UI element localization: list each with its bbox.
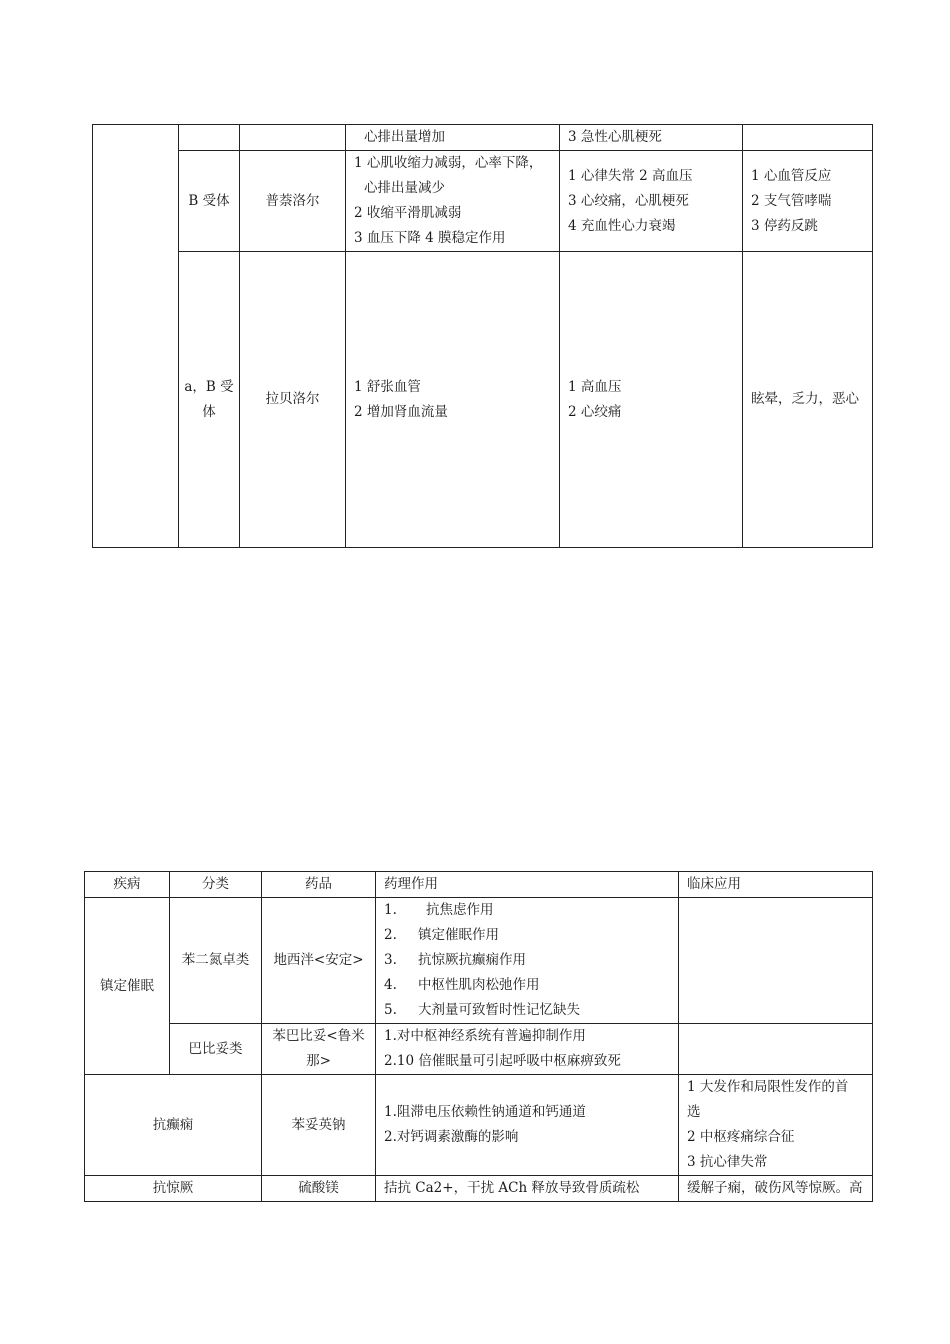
table-row bbox=[85, 1176, 873, 1202]
header-disease: 疾病 bbox=[85, 872, 170, 898]
header-pharmacology: 药理作用 bbox=[376, 872, 679, 898]
table-row bbox=[93, 252, 873, 548]
indications-cell: 1 心律失常 2 高血压 3 心绞痛，心肌梗死 4 充血性心力衰竭 bbox=[560, 151, 743, 252]
drug-class: 巴比妥类 bbox=[170, 1024, 262, 1075]
blank-cell bbox=[93, 125, 179, 548]
drug-name: 苯妥英钠 bbox=[262, 1075, 376, 1176]
indications-cell: 1 高血压 2 心绞痛 bbox=[560, 252, 743, 548]
effects-text: 心排出量增加 bbox=[364, 129, 445, 145]
receptor-class: B 受体 bbox=[179, 151, 240, 252]
table-row bbox=[85, 1024, 873, 1075]
beta-blocker-table bbox=[92, 124, 873, 548]
sedative-drug-table bbox=[84, 871, 873, 1202]
effects-cell: 拮抗 Ca2+，干扰 ACh 释放导致骨质疏松 bbox=[376, 1176, 679, 1202]
indication-text: 3 急性心肌梗死 bbox=[568, 129, 662, 145]
table-row bbox=[93, 125, 873, 151]
drug-name: 拉贝洛尔 bbox=[240, 252, 346, 548]
effects-cell: 1.阻滞电压依赖性钠通道和钙通道 2.对钙调素激酶的影响 bbox=[376, 1075, 679, 1176]
effects-cell: 1. 抗焦虑作用 2. 镇定催眠作用 3. 抗惊厥抗癫痫作用 4. 中枢性肌肉松弛作用 5. 大剂量可致暂时性记忆缺失 bbox=[376, 898, 679, 1024]
table-row bbox=[85, 1075, 873, 1176]
drug-name: 地西泮<安定> bbox=[262, 898, 376, 1024]
receptor-class: a，B 受 体 bbox=[179, 252, 240, 548]
table-row bbox=[85, 898, 873, 1024]
effects-cell: 1 舒张血管 2 增加肾血流量 bbox=[346, 252, 560, 548]
drug-name: 普萘洛尔 bbox=[240, 151, 346, 252]
disease-name: 抗癫痫 bbox=[85, 1075, 262, 1176]
drug-name: 苯巴比妥<鲁米 那> bbox=[262, 1024, 376, 1075]
effects-cell: 1.对中枢神经系统有普遍抑制作用 2.10 倍催眠量可引起呼吸中枢麻痹致死 bbox=[376, 1024, 679, 1075]
effects-cell: 1 心肌收缩力减弱，心率下降， 心排出量减少 2 收缩平滑肌减弱 3 血压下降 4 膜稳定作用 bbox=[346, 151, 560, 252]
header-drug: 药品 bbox=[262, 872, 376, 898]
table-row bbox=[93, 151, 873, 252]
drug-name: 硫酸镁 bbox=[262, 1176, 376, 1202]
clinical-use-cell: 缓解子痫，破伤风等惊厥。高 bbox=[679, 1176, 873, 1202]
header-row bbox=[85, 872, 873, 898]
header-class: 分类 bbox=[170, 872, 262, 898]
drug-class: 苯二氮卓类 bbox=[170, 898, 262, 1024]
disease-name: 抗惊厥 bbox=[85, 1176, 262, 1202]
adverse-cell: 1 心血管反应 2 支气管哮喘 3 停药反跳 bbox=[743, 151, 873, 252]
adverse-cell: 眩晕，乏力，恶心 bbox=[743, 252, 873, 548]
disease-name: 镇定催眠 bbox=[85, 898, 170, 1075]
clinical-use-cell: 1 大发作和局限性发作的首 选 2 中枢疼痛综合征 3 抗心律失常 bbox=[679, 1075, 873, 1176]
header-clinical-use: 临床应用 bbox=[679, 872, 873, 898]
